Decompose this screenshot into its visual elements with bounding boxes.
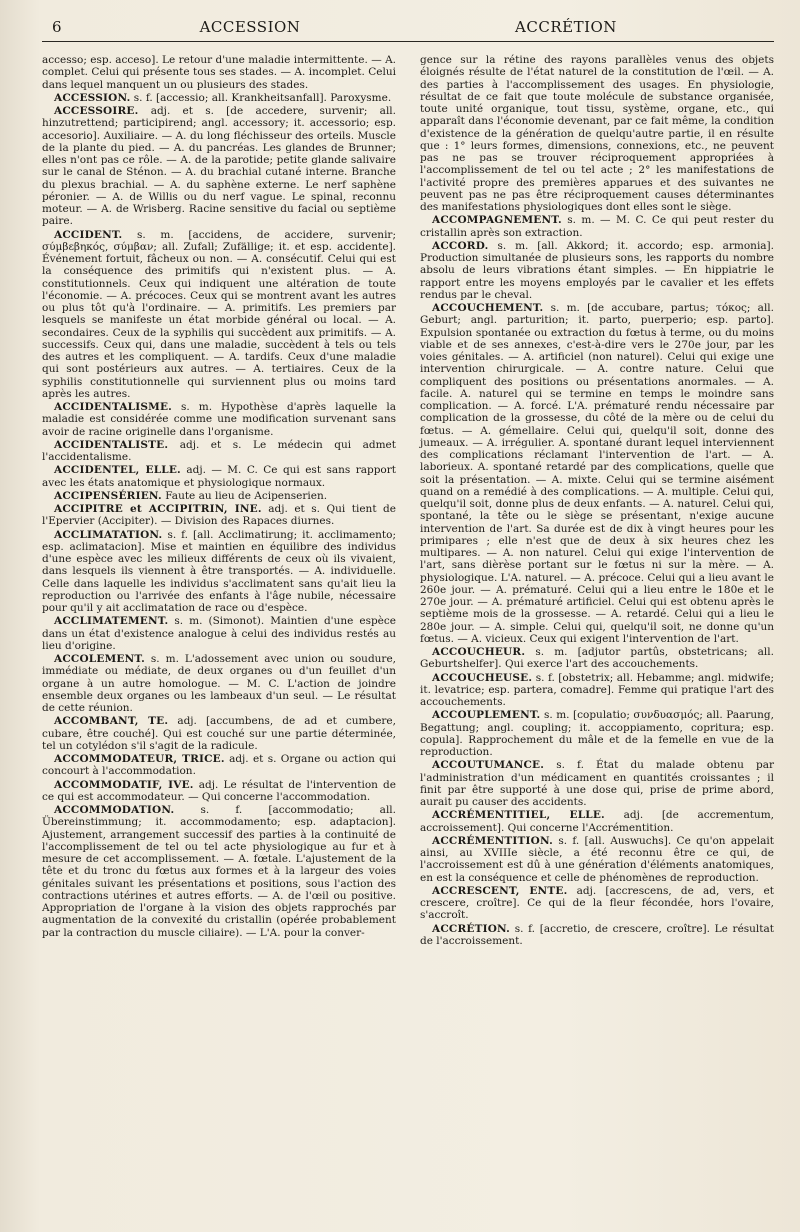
dictionary-entry: [420, 54, 774, 213]
dictionary-entry: [420, 646, 774, 671]
dictionary-entry: [42, 105, 396, 228]
entry-headword: ACCOUCHEUSE.: [432, 671, 533, 684]
dictionary-entry: [42, 503, 396, 528]
left-guide-word: ACCESSION: [199, 18, 301, 36]
entry-definition: s. m. (Simonot). Maintien d'une espèce dans un état d'existence analogue à celui des individus restés au lieu d'origine.: [42, 615, 396, 652]
dictionary-entry: [420, 709, 774, 758]
entry-definition: s. m. [accidens, de accidere, survenir; σύμβεβηκός, σύμβαν; all. Zufall; Zufällige; it. et esp. accidente]. Événement fortuit, fâcheux ou non. — A. consécutif. Celui qui est la conséquence des primitifs qui n'existent plus. — A. constitutionnels. Ceux qui indiquent une altération de toute l'économie. — A. précoces. Ceux qui se montrent avant les autres ou plus tôt qu'à l'ordinaire. — A. primitifs. Les premiers par lesquels se manifeste un état morbide général ou local. — A. secondaires. Ceux de la syphilis qui succèdent aux primitifs. — A. successifs. Ceux qui, dans une maladie, succèdent à tels ou tels des autres et les compliquent. — A. tardifs. Ceux d'une maladie qui sont postérieurs aux autres. — A. tertiaires. Ceux de la syphilis constitutionnelle qui surviennent plus ou moins tard après les autres.: [42, 228, 396, 400]
entry-headword: ACCOUCHEMENT.: [432, 302, 544, 314]
entry-definition: s. m. [copulatio; συνδυασμός; all. Paarung, Begattung; angl. coupling; it. accoppiamento, copritura; esp. copula]. Rapprochement du mâle et de la femelle en vue de la reproduction.: [420, 709, 774, 758]
dictionary-entry: [420, 923, 774, 948]
entry-headword: ACCLIMATATION.: [54, 528, 163, 541]
entry-definition: adj. — M. C. Ce qui est sans rapport avec les états anatomique et physiologique normaux.: [42, 464, 396, 489]
dictionary-entry: [420, 240, 774, 301]
dictionary-entry: [420, 214, 774, 239]
entry-headword: ACCRÉTION.: [432, 922, 511, 935]
running-header: [42, 18, 774, 42]
entry-definition: s. m. L'adossement avec union ou soudure, immédiate ou médiate, de deux organes ou d'un feuillet d'un organe à un autre homologue. — M. C. L'action de joindre ensemble deux organes ou les lambeaux d'un seul. — Le résultat de cette réunion.: [42, 653, 396, 714]
dictionary-entry: [42, 804, 396, 939]
entry-definition: s. m. — M. C. Ce qui peut rester du cristallin après son extraction.: [420, 214, 774, 239]
entry-headword: ACCOMMODATEUR, TRICE.: [54, 753, 225, 765]
entry-headword: ACCOUTUMANCE.: [432, 759, 545, 772]
dictionary-entry: [420, 835, 774, 884]
dictionary-entry: [42, 779, 396, 804]
entry-headword: ACCIPENSÉRIEN.: [54, 489, 162, 502]
entry-definition: s. m. [all. Akkord; it. accordo; esp. armonia]. Production simultanée de plusieurs sons, les rapports du nombre absolu de leurs vibrations étant simples. — En hippiatrie le rapport entre les moyens employés par le cavalier et les effets rendus par le cheval.: [420, 239, 774, 301]
entry-definition: adj. Le résultat de l'intervention de ce qui est accommodateur. — Qui concerne l'accommodation.: [42, 778, 396, 803]
entry-definition: s. m. [de accubare, partus; τόκος; all. Geburt; angl. parturition; it. parto, puerperio; esp. parto]. Expulsion spontanée ou extraction du fœtus à terme, ou du moins viable et de ses annexes, c'est-à-dire vers le 270e jour, par les voies génitales. — A. artificiel (non naturel). Celui qui exige une intervention chirurgicale. — A. contre nature. Celui que compliquent des positions ou présentations anormales. — A. facile. A. naturel qui se termine en temps le moindre sans complication. — A. forcé. L'A. prématuré rendu nécessaire par complication de la grossesse, du côté de la mère ou de celui du fœtus. — A. gémellaire. Celui qui, quelqu'il soit, donne des jumeaux. — A. irrégulier. A. spontané durant lequel interviennent des complications réclamant l'intervention de l'art. — A. laborieux. A. spontané retardé par des complications, quelle que soit la présentation. — A. mixte. Celui qui se termine aisément quand on a remédié à des complications. — A. multiple. Celui qui, quelqu'il soit, donne plus de deux enfants. — A. naturel. Celui qui, spontané, la tête ou le siège se présentant, n'exige aucune intervention de l'art. Sa durée est de dix à vingt heures pour les primipares ; elle n'est que de deux à six heures chez les multipares. — A. non naturel. Celui qui exige l'intervention de l'art, sans dièrèse portant sur le fœtus ni sur la mère. — A. physiologique. L'A. naturel. — A. précoce. Celui qui a lieu avant le 260e jour. — A. prématuré. Celui qui a lieu entre le 180e et le 270e jour. — A. prématuré artificiel. Celui qui est obtenu après le septième mois de la grossesse. — A. retardé. Celui qui a lieu le 280e jour. — A. simple. Celui qui, quelqu'il soit, ne donne qu'un fœtus. — A. vicieux. Ceux qui exigent l'intervention de l'art.: [420, 302, 774, 645]
entry-headword: ACCRÉMENTITION.: [432, 834, 553, 847]
entry-definition: s. f. [all. Acclimatirung; it. acclimamento; esp. aclimatacion]. Mise et maintien en équilibre des individus d'une espèce avec les milieux différents de ceux où ils vivaient, dans lesquels ils viennent à être transportés. — A. individuelle. Celle dans laquelle les individus s'acclimatent sans qu'ait lieu la reproduction ou l'arrivée des enfants à l'âge nubile, nécessaire pour qu'il y ait acclimatation de race ou d'espèce.: [42, 528, 396, 614]
entry-definition: accesso; esp. acceso]. Le retour d'une maladie intermittente. — A. complet. Celui qui présente tous ses stades. — A. incomplet. Celui dans lequel manquent un ou plusieurs des stades.: [42, 54, 396, 91]
entry-definition: s. f. [all. Auswuchs]. Ce qu'on appelait ainsi, au XVIIIe siècle, a été reconnu être ce qui, de l'accroissement est dû à une génération d'éléments anatomiques, en est la conséquence et celle de phénomènes de reproduction.: [420, 834, 774, 884]
text-columns: [42, 54, 774, 948]
entry-definition: Faute au lieu de Acipenserien.: [165, 489, 328, 502]
dictionary-entry: [420, 672, 774, 709]
dictionary-entry: [420, 885, 774, 922]
entry-headword: ACCOMBANT, TE.: [54, 715, 169, 728]
entry-definition: s. f. [obstetrix; all. Hebamme; angl. midwife; it. levatrice; esp. partera, comadre]. Femme qui pratique l'art des accouchements.: [420, 671, 774, 708]
dictionary-entry: [42, 753, 396, 778]
dictionary-entry: [42, 653, 396, 714]
entry-definition: s. m. Hypothèse d'après laquelle la maladie est considérée comme une modification survenant sans avoir de racine originelle dans l'organisme.: [42, 401, 396, 438]
entry-definition: adj. et s. Qui tient de l'Epervier (Accipiter). — Division des Rapaces diurnes.: [42, 503, 396, 528]
entry-definition: adj. [accumbens, de ad et cumbere, cubare, être couché]. Qui est couché sur une partie déterminée, tel un cotylédon s'il s'agit de la radicule.: [42, 715, 396, 752]
entry-headword: ACCIDENTALISME.: [54, 401, 173, 413]
dictionary-entry: [42, 229, 396, 401]
entry-headword: ACCOMPAGNEMENT.: [432, 214, 562, 227]
entry-headword: ACCLIMATEMENT.: [54, 615, 169, 628]
entry-definition: s. f. [accessio; all. Krankheitsanfall]. Paroxysme.: [133, 91, 392, 104]
dictionary-entry: [42, 439, 396, 464]
entry-headword: ACCESSOIRE.: [54, 105, 139, 117]
dictionary-entry: [420, 302, 774, 645]
dictionary-entry: [420, 809, 774, 834]
entry-definition: s. f. [accretio, de crescere, croître]. Le résultat de l'accroissement.: [420, 922, 774, 947]
entry-definition: adj. et s. Le médecin qui admet l'accidentalisme.: [42, 438, 396, 463]
entry-definition: gence sur la rétine des rayons parallèles venus des objets éloignés résulte de l'état naturel de la constitution de l'œil. — A. des parties à l'accomplissement des usages. En physiologie, résultat de ce fait que toute molécule de substance organisée, toute unité organique, tout tissu, système, organe, etc., qui apparaît dans l'économie devenant, par ce fait même, la condition d'existence de la génération de quelqu'autre partie, il en résulte que : 1° leurs formes, dimensions, connexions, etc., ne peuvent pas ne pas se trouver réciproquement appropriées à l'accomplissement de tel ou tel acte ; 2° les manifestations de l'activité propre des premières apparues et des suivantes ne peuvent pas ne pas être réciproquement causes déterminantes des manifestations physiologiques dont elles sont le siège.: [420, 54, 774, 213]
entry-headword: ACCOMMODATION.: [54, 804, 175, 816]
entry-headword: ACCIDENTALISTE.: [54, 438, 169, 451]
entry-headword: ACCOUPLEMENT.: [432, 709, 541, 722]
entry-definition: s. f. État du malade obtenu par l'administration d'un médicament en quantités croissantes ; il finit par être supporté à une dose qui, prise de prime abord, aurait pu causer des accidents.: [420, 759, 774, 808]
dictionary-entry: [42, 401, 396, 438]
entry-headword: ACCESSION.: [54, 91, 131, 104]
dictionary-entry: [42, 715, 396, 752]
left-column: [42, 54, 396, 948]
entry-definition: s. f. [accommodatio; all. Übereinstimmung; it. accommodamento; esp. adaptacion]. Ajustement, arrangement successif des parties à la continuité de l'accomplissement de tel ou tel acte physiologique au fur et à mesure de cet accomplissement. — A. fœtale. L'ajustement de la tête et du tronc du fœtus aux formes et à la largeur des voies génitales suivant les présentations et positions, sous l'action des contractions utérines et autres efforts. — A. de l'œil ou positive. Appropriation de l'organe à la vision des objets rapprochés par augmentation de la convexité du cristallin (opérée probablement par la contraction du muscle ciliaire). — L'A. pour la conver-: [42, 804, 396, 939]
entry-headword: ACCIDENTEL, ELLE.: [54, 464, 181, 477]
dictionary-entry: [420, 759, 774, 808]
entry-definition: adj. [de accrementum, accroissement]. Qui concerne l'Accrémentition.: [420, 809, 774, 834]
entry-headword: ACCIDENT.: [54, 228, 123, 241]
entry-headword: ACCOUCHEUR.: [432, 646, 526, 658]
entry-definition: adj. et s. [de accedere, survenir; all. hinzutrettend; participirend; angl. accessory; it. accessorio; esp. accesorio]. Auxiliaire. — A. du long fléchisseur des orteils. Muscle de la plante du pied. — A. du pancréas. Les glandes de Brunner; elles n'ont pas ce rôle. — A. de la parotide; petite glande salivaire sur le canal de Sténon. — A. du brachial cutané interne. Branche du plexus brachial. — A. du saphène externe. Le nerf saphène péronier. — A. de Willis ou du nerf vague. Le spinal, reconnu moteur. — A. de Wrisberg. Racine sensitive du facial ou septième paire.: [42, 105, 396, 228]
dictionary-entry: [42, 54, 396, 91]
entry-headword: ACCOLEMENT.: [54, 653, 145, 665]
entry-headword: ACCORD.: [432, 239, 489, 252]
dictionary-entry: [42, 490, 396, 502]
dictionary-entry: [42, 529, 396, 615]
right-guide-word: ACCRÉTION: [515, 18, 617, 36]
entry-definition: adj. et s. Organe ou action qui concourt à l'accommodation.: [42, 753, 396, 778]
entry-headword: ACCOMMODATIF, IVE.: [54, 778, 194, 791]
entry-headword: ACCIPITRE et ACCIPITRIN, INE.: [54, 503, 262, 515]
entry-definition: adj. [accrescens, de ad, vers, et crescere, croître]. Ce qui de la fleur fécondée, hors l'ovaire, s'accroît.: [420, 884, 774, 922]
entry-definition: s. m. [adjutor partûs, obstetricans; all. Geburtshelfer]. Qui exerce l'art des accouchements.: [420, 646, 774, 671]
dictionary-entry: [42, 464, 396, 489]
dictionary-entry: [42, 615, 396, 652]
entry-headword: ACCRESCENT, ENTE.: [432, 884, 568, 897]
right-column: [420, 54, 774, 948]
entry-headword: ACCRÉMENTITIEL, ELLE.: [432, 809, 605, 822]
dictionary-entry: [42, 92, 396, 104]
page-number: 6: [52, 18, 63, 36]
